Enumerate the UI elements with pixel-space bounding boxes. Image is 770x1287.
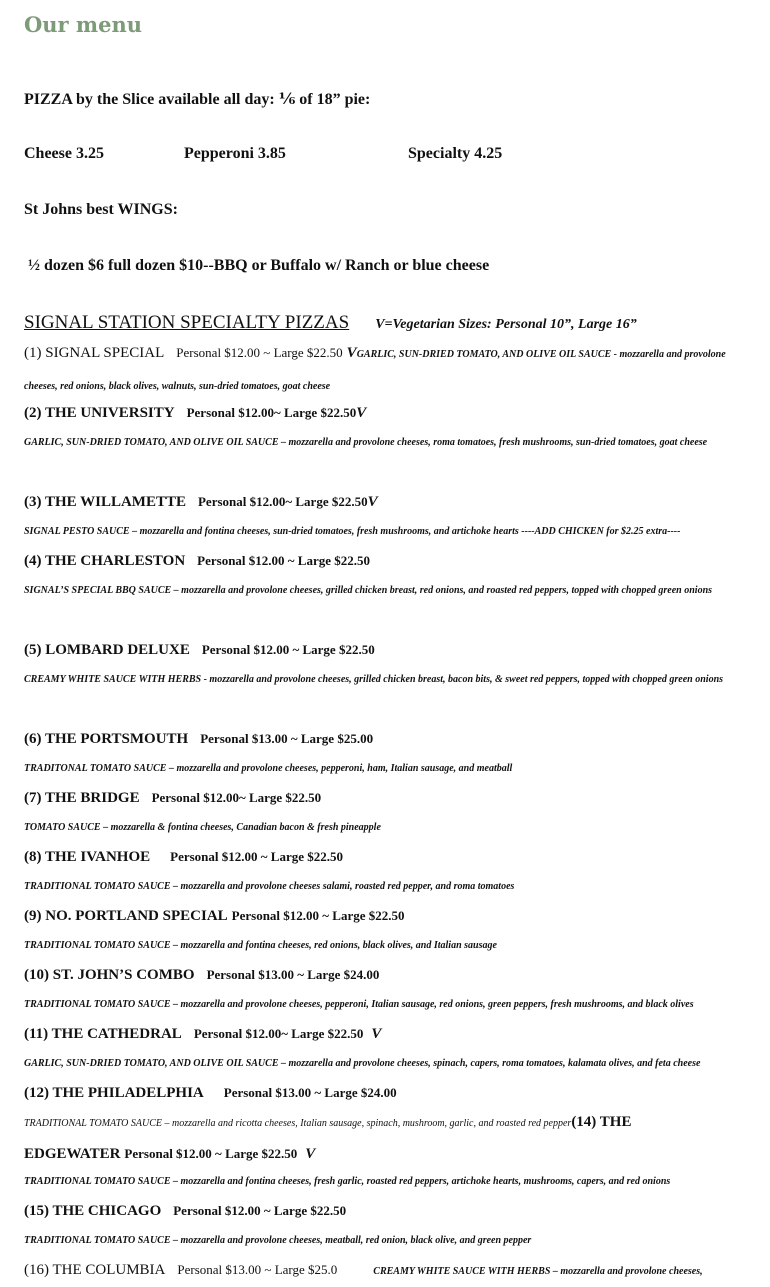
pizza-description: TRADITIONAL TOMATO SAUCE – mozzarella and provolone cheeses salami, roasted red pepper, and roma tomatoes [24,881,515,892]
pizza-price: Personal $12.00 ~ Large $22.50 [201,642,375,657]
pizza-item [24,338,754,402]
pizza-description: TOMATO SAUCE – mozzarella & fontina cheeses, Canadian bacon & fresh pineapple [24,822,381,833]
pizza-name: (11) THE CATHEDRAL [24,1026,182,1042]
slice-prices [24,145,503,163]
pizza-item [24,1019,754,1049]
pizza-name: (10) ST. JOHN’S COMBO [24,967,195,983]
pizza-price: Personal $12.00 ~ Large $22.50 [173,1203,347,1218]
pizza-item [24,842,754,872]
page-title: Our menu [24,12,143,37]
pizza-description: CREAMY WHITE SAUCE WITH HERBS – mozzarella and provolone cheeses, [373,1266,703,1277]
pizza-description: CREAMY WHITE SAUCE WITH HERBS - mozzarella and provolone cheeses, grilled chicken breast, bacon bits, & sweet red peppers, topped with chopped green onions [24,674,724,685]
vegetarian-mark: V [367,494,378,510]
slice-specialty: Specialty 4.25 [408,145,503,162]
pizza-item [24,1078,754,1108]
pizza-description: TRADITIONAL TOMATO SAUCE – mozzarella and fontina cheeses, fresh garlic, roasted red peppers, artichoke hearts, mushrooms, capers, and red onions [24,1176,671,1187]
pizza-item [24,1196,754,1226]
vegetarian-mark: V [356,405,367,421]
pizza-description: TRADITIONAL TOMATO SAUCE – mozzarella and provolone cheeses, pepperoni, Italian sausage, red onions, green peppers, fresh mushrooms, and black olives [24,999,694,1010]
pizza-price: Personal $13.00 ~ Large $25.00 [200,731,374,746]
pizza-price: Personal $13.00 ~ Large $25.0 [177,1262,338,1277]
pizza-name: (7) THE BRIDGE [24,790,140,806]
pizza-price: Personal $12.00~ Large $22.50 [151,790,322,805]
pizza-name: (9) NO. PORTLAND SPECIAL [24,908,228,924]
pizza-description: TRADITONAL TOMATO SAUCE – mozzarella and provolone cheeses, pepperoni, ham, Italian sausage, and meatball [24,763,513,774]
pizza-item [24,960,754,990]
pizza-name: (4) THE CHARLESTON [24,553,186,569]
pizza-name: (14) THE EDGEWATER [24,1114,632,1162]
pizza-name: (6) THE PORTSMOUTH [24,731,189,747]
pizza-price: Personal $13.00 ~ Large $24.00 [206,967,380,982]
slice-cheese: Cheese 3.25 [24,145,104,162]
pizza-price: Personal $12.00~ Large $22.50 [186,405,357,420]
pizza-item [24,724,754,754]
pizza-price: Personal $12.00 ~ Large $22.50 [231,908,405,923]
pizza-name: (8) THE IVANHOE [24,849,151,865]
pizza-item [24,1107,684,1169]
pizza-description: SIGNAL’S SPECIAL BBQ SAUCE – mozzarella and provolone cheeses, grilled chicken breast, red onions, and roasted red peppers, topped with chopped green onions [24,585,713,596]
pizza-item [24,487,754,517]
pizza-price: Personal $12.00 ~ Large $22.50 [170,849,343,864]
pizza-price: Personal $12.00~ Large $22.50 [197,494,368,509]
pizza-item [24,546,754,576]
vegetarian-mark: V [346,345,357,361]
pizza-price: Personal $12.00 ~ Large $22.50 [176,345,343,360]
pizza-name: (1) SIGNAL SPECIAL [24,345,165,361]
pizza-name: (15) THE CHICAGO [24,1203,162,1219]
specialty-title: SIGNAL STATION SPECIALTY PIZZAS [24,312,350,333]
pizza-name: (12) THE PHILADELPHIA [24,1085,204,1101]
pizza-name: (5) LOMBARD DELUXE [24,642,190,658]
pizza-price: Personal $12.00 ~ Large $22.50 [197,553,371,568]
slice-pepperoni: Pepperoni 3.85 [184,145,286,162]
pizza-item [24,398,754,428]
pizza-name: (16) THE COLUMBIA [24,1262,166,1278]
wings-text: ½ dozen $6 full dozen $10--BBQ or Buffalo w/ Ranch or blue cheese [28,257,490,274]
pizza-item [24,1255,754,1287]
pizza-item [24,783,754,813]
pizza-description: TRADITIONAL TOMATO SAUCE – mozzarella and provolone cheeses, meatball, red onion, black olive, and green pepper [24,1235,532,1246]
wings-title: St Johns best WINGS: [24,201,178,218]
pizza-price: Personal $12.00 ~ Large $22.50 [124,1146,298,1161]
pizza-price: Personal $12.00~ Large $22.50 [193,1026,364,1041]
specialty-note: V=Vegetarian Sizes: Personal 10”, Large 16” [375,317,637,332]
pizza-description: GARLIC, SUN-DRIED TOMATO, AND OLIVE OIL SAUCE – mozzarella and provolone cheeses, roma tomatoes, fresh mushrooms, sun-dried tomatoes, goat cheese [24,437,708,448]
pizza-description: GARLIC, SUN-DRIED TOMATO, AND OLIVE OIL SAUCE - mozzarella and provolone cheeses, red onions, black olives, walnuts, sun-dried tomatoes, goat cheese [24,349,726,392]
specialty-header [24,312,637,334]
vegetarian-mark: V [371,1026,382,1042]
pizza-name: (3) THE WILLAMETTE [24,494,186,510]
pizza-price: Personal $13.00 ~ Large $24.00 [223,1085,397,1100]
pizza-description: TRADITIONAL TOMATO SAUCE – mozzarella and ricotta cheeses, Italian sausage, spinach, mushroom, garlic, and roasted red pepper [24,1118,572,1129]
pizza-item [24,635,754,665]
pizza-description: SIGNAL PESTO SAUCE – mozzarella and fontina cheeses, sun-dried tomatoes, fresh mushrooms, and artichoke hearts ----ADD CHICKEN for $2.25 extra---- [24,526,681,537]
pizza-description: TRADITIONAL TOMATO SAUCE – mozzarella and fontina cheeses, red onions, black olives, and Italian sausage [24,940,497,951]
pizza-name: (2) THE UNIVERSITY [24,405,175,421]
slice-title: PIZZA by the Slice available all day: ⅙ of 18” pie: [24,91,371,108]
pizza-description: GARLIC, SUN-DRIED TOMATO, AND OLIVE OIL SAUCE – mozzarella and provolone cheeses, spinach, capers, roma tomatoes, kalamata olives, and feta cheese [24,1058,701,1069]
vegetarian-mark: V [305,1146,316,1162]
pizza-item [24,901,754,931]
